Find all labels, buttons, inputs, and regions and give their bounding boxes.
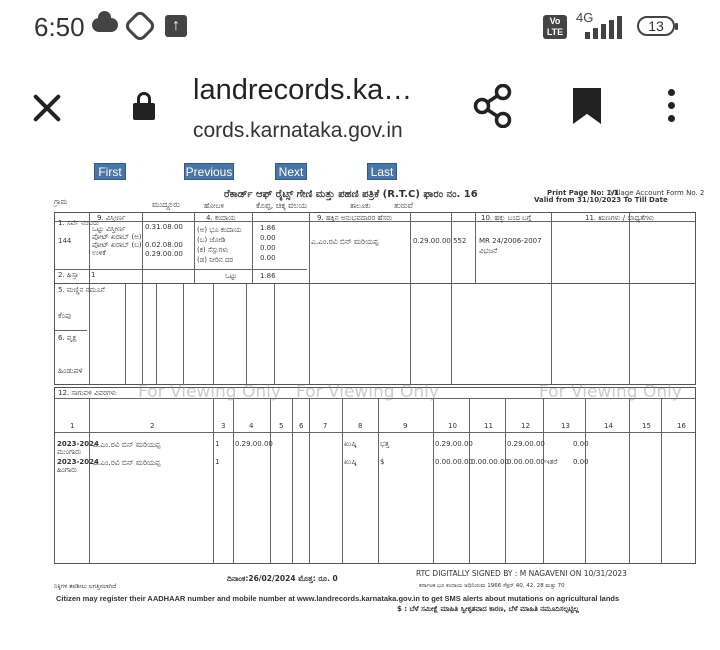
owner-khata: 552	[453, 237, 467, 245]
survey-no: 144	[58, 237, 72, 245]
cloud-icon	[92, 18, 118, 32]
column-number: 2	[150, 422, 155, 430]
crop-row-c10: 0.29.00.00	[435, 440, 473, 448]
hobli-value: ಕೊಪ್ಪ, ಚಿಕ್ಕ ವಲಯ	[256, 201, 308, 210]
column-number: 16	[677, 422, 686, 430]
liabilities-header: 11. ಋಣಗಳು / ಬಾಧ್ಯತೆಗಳು	[585, 214, 654, 222]
watermark: For Viewing Only	[539, 382, 682, 402]
more-menu-icon[interactable]	[668, 89, 676, 123]
crop-row-c12: 0.29.00.00	[507, 440, 545, 448]
owner-name: ಎ.ಎಂ.ರವಿ ಬಿನ್ ಮರಿಯಪ್ಪ	[311, 237, 379, 246]
area-total: 0.31.08.00	[145, 223, 183, 231]
owner-header: 9. ಹಕ್ಕಿನ ಅನುಭವದಾರರ ಹೆಸರು	[317, 214, 393, 222]
crop-row-c12: 0.00.00.00	[507, 458, 545, 466]
tax-total-label: ಒಟ್ಟು	[225, 272, 238, 280]
status-bar	[0, 0, 720, 56]
signed-by: RTC DIGITALLY SIGNED BY : M NAGAVENI ON 10/31/2023	[416, 569, 627, 578]
extent-header: 9. ವಿಸ್ತೀರ್ಣ	[97, 214, 126, 222]
column-number: 7	[323, 422, 328, 430]
column-number: 9	[403, 422, 408, 430]
hissa-label: 2. ಹಿಸ್ಸಾ	[58, 271, 79, 279]
rtc-title: ರೆಕಾರ್ಡ್ ಆಫ್ ರೈಟ್ಸ್ ಗೇಣಿ ಮತ್ತು ಪಹಣಿ ಪತ್ರಿಕೆ (R.T.C) ಫಾರಂ ನಂ. 16	[224, 189, 478, 200]
village-value: ಮುದ್ದೂರು	[152, 200, 180, 209]
previous-button[interactable]: Previous	[185, 165, 233, 179]
first-button[interactable]: First	[94, 163, 126, 180]
crop-row-area: 0.29.00.00	[235, 440, 273, 448]
crop-row-name: ಎ.ಎಂ.ರವಿ ಬಿನ್ ಮರಿಯಪ್ಪ	[93, 440, 161, 449]
crop-row-c11: 0.00.00.00	[471, 458, 509, 466]
tax-label: (ಅ) ಭೂ ಕಂದಾಯ	[197, 226, 242, 234]
area-kharab: 0.02.08.00	[145, 241, 183, 249]
crop-row-name: ಎ.ಎಂ.ರವಿ ಬಿನ್ ಮರಿಯಪ್ಪ	[93, 458, 161, 467]
tax-value: 0.00	[260, 254, 276, 262]
date-line: ದಿನಾಂಕ:26/02/2024 ಮೊತ್ತ: ರೂ. 0	[227, 574, 338, 583]
upload-icon: ↑	[165, 15, 187, 37]
crop-row-type: ಖುಷ್ಕಿ	[344, 458, 357, 466]
tax-label: (ಬ) ಜೋಡಿ	[197, 236, 226, 244]
citizen-note: Citizen may register their AADHAAR number and mobile number at www.landrecords.karnataka.gov.in to get SMS alerts about mutations on agricultural lands	[56, 594, 620, 603]
column-number: 1	[70, 422, 75, 430]
crop-details-table	[54, 387, 696, 564]
crop-row-c14: 0.00	[573, 458, 589, 466]
area-remaining: 0.29.00.00	[145, 250, 183, 258]
signal-icon	[577, 15, 623, 39]
tree-value: ಹಿಂಡುಪಳಿ	[58, 366, 83, 375]
column-number: 11	[484, 422, 493, 430]
valid-range: Valid from 31/10/2023 To Till Date	[534, 196, 668, 204]
area-label: ಉಳಿಕೆ	[92, 249, 106, 257]
page-content	[0, 160, 720, 650]
bookmark-icon[interactable]	[573, 88, 601, 124]
status-time: 6:50	[34, 12, 85, 42]
crop-row-season: ಮುಂಗಾರು	[57, 448, 82, 456]
last-button[interactable]: Last	[367, 163, 397, 180]
volte-icon: Vo LTE	[543, 15, 567, 39]
column-number: 3	[221, 422, 226, 430]
mutation-ref: MR 24/2006-2007	[479, 237, 542, 245]
browser-toolbar	[0, 56, 720, 160]
watermark: For Viewing Only	[296, 382, 439, 402]
left-note: ನಿಕ್ಕಿಗಳ ತಪಶೀಲು ಲಗತ್ತಿಸಲಾಗಿದೆ	[54, 583, 117, 590]
column-number: 15	[642, 422, 651, 430]
rtc-document	[54, 188, 705, 622]
column-number: 8	[358, 422, 363, 430]
tax-value: 0.00	[260, 244, 276, 252]
crop-row-season: ಹಿಂಗಾರು	[57, 466, 78, 474]
crop-row-c10: 0.00.00.00	[435, 458, 473, 466]
soil-label: 5. ಮಣ್ಣಿನ ನಮೂನೆ	[58, 286, 105, 294]
tree-label: 6. ವೃಕ್ಷ	[58, 334, 77, 342]
soil-value: ಕೆಂಪು	[58, 311, 72, 320]
column-number: 10	[448, 422, 457, 430]
column-number: 6	[299, 422, 304, 430]
village-label: ಗ್ರಾಮ	[54, 198, 68, 206]
column-number: 12	[521, 422, 530, 430]
page-title[interactable]: landrecords.ka…	[193, 74, 413, 106]
tax-value: 1.86	[260, 224, 276, 232]
crop-row-crop: $	[380, 458, 385, 466]
tax-total: 1.86	[260, 272, 276, 280]
tax-header: 4. ಕಂದಾಯ	[206, 214, 236, 222]
crop-row-c14: 0.00	[573, 440, 589, 448]
close-icon[interactable]	[31, 92, 63, 124]
land-details-table	[54, 212, 696, 284]
url-domain[interactable]: cords.karnataka.gov.in	[193, 119, 403, 142]
area-label: ಪೋಟ್ ಖರಾಬ್ (ಅ)	[92, 233, 142, 241]
taluk-label: ತಾಲೂಕು	[350, 202, 371, 210]
tax-label: (ಡ) ನೀರಿನ ದರ	[197, 256, 234, 264]
tax-value: 0.00	[260, 234, 276, 242]
soil-tree-table	[54, 283, 696, 385]
crop-section-label: 12. ಸಾಗುವಳಿ ವಿವರಗಳು	[58, 389, 117, 397]
taluk-value: ತುರುವೆ	[394, 201, 414, 210]
nfc-icon	[123, 9, 157, 43]
column-number: 13	[561, 422, 570, 430]
share-icon[interactable]	[473, 84, 513, 128]
crop-row-c13: ಇತರೆ	[545, 458, 558, 466]
hobli-label: ಹೋಬಳಿ	[204, 202, 225, 210]
survey-no-label: 1. ಸರ್ವೆ ನಂಬರು	[58, 219, 99, 227]
column-number: 4	[249, 422, 254, 430]
crop-row-type: ಖುಷ್ಕಿ	[344, 440, 357, 448]
form-no: Village Account Form No. 2	[610, 189, 705, 197]
footer-note: $ : ಬೆಳೆ ಸಮೀಕ್ಷೆ ಮಾಹಿತಿ ಸ್ವೀಕೃತವಾದ ಕಾರಣ, ಬೆಳೆ ಮಾಹಿತಿ ನಮೂದಿಸಲ್ಪಟ್ಟಿಲ್ಲ	[397, 605, 579, 613]
crop-row-num: 1	[215, 458, 220, 466]
crop-row-year: 2023-2024	[57, 440, 99, 448]
column-number: 14	[604, 422, 613, 430]
column-number: 5	[279, 422, 284, 430]
watermark: For Viewing Only	[138, 382, 281, 402]
crop-row-year: 2023-2024	[57, 458, 99, 466]
hissa-value: 1	[91, 271, 96, 279]
right-note: ಕರ್ನಾಟಕ ಭೂ ಕಂದಾಯ ಅಧಿನಿಯಮ 1966 ಸೆಕ್ಷನ್ 40, 42, 28 ಮತ್ತು 70	[419, 583, 565, 589]
crop-row-crop: ಭತ್ತ	[380, 440, 390, 448]
network-type: 4G	[576, 10, 594, 25]
owner-extent: 0.29.00.00	[413, 237, 451, 245]
mutation-header: 10. ಹಕ್ಕು ಬಂದ ಬಗ್ಗೆ	[481, 214, 532, 222]
print-page: Print Page No: 1/1	[547, 189, 619, 197]
crop-row-num: 1	[215, 440, 220, 448]
mutation-type: ವಿಭಜನೆ	[479, 247, 498, 255]
area-label: ಪೋಟ್ ಖರಾಬ್ (ಬ)	[92, 241, 142, 249]
next-button[interactable]: Next	[275, 163, 307, 180]
tax-label: (ಕ) ಸೆಸ್ಸುಗಳು	[197, 246, 229, 254]
area-label: ಒಟ್ಟು ವಿಸ್ತೀರ್ಣ	[92, 225, 126, 233]
lock-icon[interactable]	[133, 92, 155, 120]
battery-icon: 13	[637, 16, 675, 36]
